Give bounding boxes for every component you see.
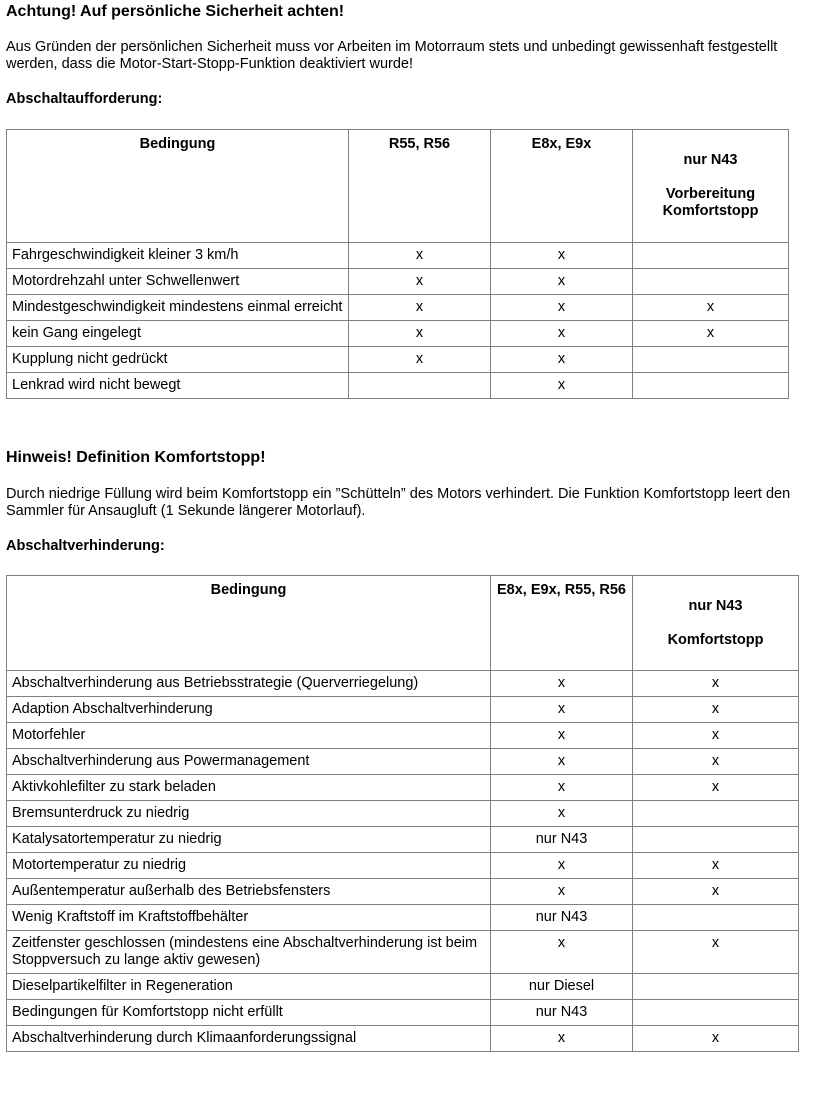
condition-cell: Adaption Abschaltverhinderung bbox=[7, 697, 491, 723]
condition-cell: Motordrehzahl unter Schwellenwert bbox=[7, 269, 349, 295]
value-cell-r5x bbox=[349, 373, 491, 399]
condition-cell: Kupplung nicht gedrückt bbox=[7, 347, 349, 373]
warning-text: Aus Gründen der persönlichen Sicherheit muss vor Arbeiten im Motorraum stets und unbedingt gewissenhaft festgestellt werden, dass die Motor-Start-Stopp-Funktion deaktiviert wurde! bbox=[6, 39, 778, 72]
warning-title: Achtung! Auf persönliche Sicherheit achten! bbox=[6, 3, 345, 20]
table-row bbox=[7, 1000, 799, 1026]
value-cell-n43 bbox=[633, 1000, 799, 1026]
shutdown-prevention-table bbox=[6, 575, 799, 1052]
shutdown-request-heading: Abschaltaufforderung: bbox=[6, 91, 163, 107]
col-header-n43-comfort bbox=[633, 576, 799, 671]
value-cell-e8x: x bbox=[491, 243, 633, 269]
value-cell-e8x: x bbox=[491, 321, 633, 347]
value-cell-n43 bbox=[633, 243, 789, 269]
value-cell-models: x bbox=[491, 749, 633, 775]
value-cell-n43: x bbox=[633, 295, 789, 321]
condition-cell: Motortemperatur zu niedrig bbox=[7, 853, 491, 879]
value-cell-models: x bbox=[491, 879, 633, 905]
table-row bbox=[7, 827, 799, 853]
value-cell-models: x bbox=[491, 931, 633, 974]
table-row bbox=[7, 373, 789, 399]
table-row bbox=[7, 879, 799, 905]
shutdown-prevention-heading: Abschaltverhinderung: bbox=[6, 538, 165, 554]
condition-cell: Katalysatortemperatur zu niedrig bbox=[7, 827, 491, 853]
col-header-n43-sub: Komfortstopp bbox=[667, 632, 764, 648]
value-cell-n43: x bbox=[633, 853, 799, 879]
table-row bbox=[7, 295, 789, 321]
value-cell-n43: x bbox=[633, 1026, 799, 1052]
value-cell-models: x bbox=[491, 1026, 633, 1052]
value-cell-n43 bbox=[633, 269, 789, 295]
value-cell-e8x: x bbox=[491, 295, 633, 321]
table-row bbox=[7, 1026, 799, 1052]
value-cell-n43: x bbox=[633, 749, 799, 775]
value-cell-n43 bbox=[633, 974, 799, 1000]
value-cell-r5x: x bbox=[349, 295, 491, 321]
value-cell-models: nur N43 bbox=[491, 827, 633, 853]
value-cell-models: x bbox=[491, 801, 633, 827]
value-cell-models: x bbox=[491, 775, 633, 801]
condition-cell: Abschaltverhinderung durch Klimaanforderungssignal bbox=[7, 1026, 491, 1052]
value-cell-e8x: x bbox=[491, 269, 633, 295]
col-header-condition: Bedingung bbox=[7, 130, 349, 243]
table-row bbox=[7, 697, 799, 723]
value-cell-n43 bbox=[633, 905, 799, 931]
table-row bbox=[7, 321, 789, 347]
condition-cell: Außentemperatur außerhalb des Betriebsfensters bbox=[7, 879, 491, 905]
value-cell-n43 bbox=[633, 827, 799, 853]
table-row bbox=[7, 243, 789, 269]
condition-cell: Motorfehler bbox=[7, 723, 491, 749]
col-header-e8x-e9x: E8x, E9x bbox=[491, 130, 633, 243]
value-cell-n43 bbox=[633, 801, 799, 827]
table-header-row bbox=[7, 130, 789, 243]
value-cell-r5x: x bbox=[349, 269, 491, 295]
value-cell-models: x bbox=[491, 723, 633, 749]
col-header-r55-r56: R55, R56 bbox=[349, 130, 491, 243]
value-cell-models: nur N43 bbox=[491, 905, 633, 931]
value-cell-models: x bbox=[491, 853, 633, 879]
condition-cell: Abschaltverhinderung aus Betriebsstrategie (Querverriegelung) bbox=[7, 671, 491, 697]
value-cell-models: x bbox=[491, 671, 633, 697]
value-cell-models: x bbox=[491, 697, 633, 723]
table-row bbox=[7, 974, 799, 1000]
condition-cell: Fahrgeschwindigkeit kleiner 3 km/h bbox=[7, 243, 349, 269]
col-header-condition: Bedingung bbox=[7, 576, 491, 671]
table-row bbox=[7, 853, 799, 879]
value-cell-r5x: x bbox=[349, 243, 491, 269]
value-cell-n43: x bbox=[633, 931, 799, 974]
value-cell-n43: x bbox=[633, 723, 799, 749]
col-header-n43-label: nur N43 bbox=[683, 152, 738, 168]
table-row bbox=[7, 269, 789, 295]
table-row bbox=[7, 723, 799, 749]
value-cell-r5x: x bbox=[349, 347, 491, 373]
condition-cell: Bremsunterdruck zu niedrig bbox=[7, 801, 491, 827]
col-header-n43-label: nur N43 bbox=[688, 598, 743, 614]
note-text: Durch niedrige Füllung wird beim Komfortstopp ein ”Schütteln” des Motors verhindert. Die Funktion Komfortstopp leert den Sammler für Ansaugluft (1 Sekunde längerer Motorlauf). bbox=[6, 486, 791, 519]
value-cell-n43: x bbox=[633, 321, 789, 347]
value-cell-r5x: x bbox=[349, 321, 491, 347]
condition-cell: Abschaltverhinderung aus Powermanagement bbox=[7, 749, 491, 775]
condition-cell: Dieselpartikelfilter in Regeneration bbox=[7, 974, 491, 1000]
value-cell-e8x: x bbox=[491, 373, 633, 399]
value-cell-n43: x bbox=[633, 671, 799, 697]
note-title: Hinweis! Definition Komfortstopp! bbox=[6, 449, 266, 466]
condition-cell: Lenkrad wird nicht bewegt bbox=[7, 373, 349, 399]
table-row bbox=[7, 749, 799, 775]
table-row bbox=[7, 931, 799, 974]
col-header-models: E8x, E9x, R55, R56 bbox=[491, 576, 633, 671]
table-row bbox=[7, 905, 799, 931]
value-cell-e8x: x bbox=[491, 347, 633, 373]
table-row bbox=[7, 671, 799, 697]
table-row bbox=[7, 801, 799, 827]
condition-cell: Zeitfenster geschlossen (mindestens eine Abschaltverhinderung ist beim Stoppversuch zu lange aktiv gewesen) bbox=[7, 931, 491, 974]
shutdown-request-table bbox=[6, 129, 789, 399]
value-cell-n43: x bbox=[633, 879, 799, 905]
condition-cell: kein Gang eingelegt bbox=[7, 321, 349, 347]
condition-cell: Aktivkohlefilter zu stark beladen bbox=[7, 775, 491, 801]
condition-cell: Mindestgeschwindigkeit mindestens einmal erreicht bbox=[7, 295, 349, 321]
table-header-row bbox=[7, 576, 799, 671]
col-header-n43-prep bbox=[633, 130, 789, 243]
value-cell-models: nur N43 bbox=[491, 1000, 633, 1026]
table-row bbox=[7, 347, 789, 373]
col-header-n43-sub: Vorbereitung Komfortstopp bbox=[662, 186, 759, 219]
value-cell-n43 bbox=[633, 347, 789, 373]
table-row bbox=[7, 775, 799, 801]
condition-cell: Wenig Kraftstoff im Kraftstoffbehälter bbox=[7, 905, 491, 931]
value-cell-models: nur Diesel bbox=[491, 974, 633, 1000]
condition-cell: Bedingungen für Komfortstopp nicht erfüllt bbox=[7, 1000, 491, 1026]
value-cell-n43: x bbox=[633, 697, 799, 723]
value-cell-n43 bbox=[633, 373, 789, 399]
value-cell-n43: x bbox=[633, 775, 799, 801]
